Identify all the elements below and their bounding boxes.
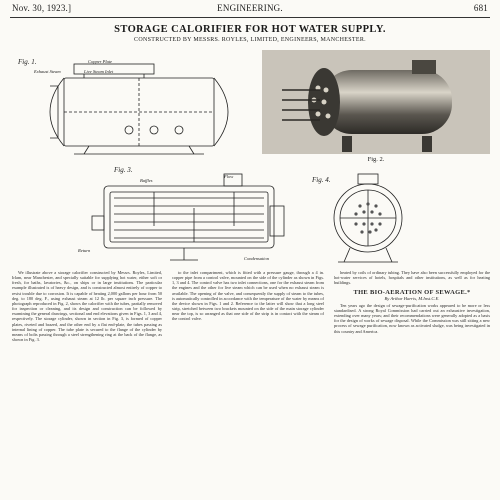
column-1	[12, 270, 162, 496]
section-2-byline: By Arthur Harris, M.Inst.C.E.	[384, 295, 440, 301]
column-3-text: heated by coils of ordinary tubing. They have also been successfully employed for the hot-water services of hotels, hospitals and other institutions, as well as for heating buildings.	[334, 270, 490, 286]
column-2	[172, 270, 324, 496]
figure-1	[14, 46, 254, 158]
figure-3-drawing	[74, 166, 294, 266]
journal-name: ENGINEERING.	[217, 3, 283, 13]
column-1-text: We illustrate above a storage calorifier constructed by Messrs. Royles, Limited, Irlam, near Manchester, and specially suitable for supplying hot water, either soft or fresh, for baths, lavatories, &c., on ships or in large institutions. The particular example illustrated is of heavy design, and is constructed almost entirely of copper to resist trouble due to corrosion. It is capable of heating 2,000 gallons per hour from 50 deg. to 180 deg. F., using exhaust steam at 12 lb. per square inch pressure. The photograph reproduced in Fig. 2, shows the calorifier with the tubes, partially removed for inspection or cleaning, and its design and construction can be followed by examining the general drawings, sectional and end elevations given in Figs. 1, 3 and 4, respectively. The storage cylinder, shown in section in Fig. 3, is formed of copper plates, riveted and brazed, and the other end by a flat end-plate, the tubes passing as internal lining of copper. The tube plate is secured to the flange of the cylinder by means of bolts passing through a steel strengthening ring at the back of the flange, as shown in Fig. 3.	[12, 270, 162, 343]
annotation-copper-plate: Copper Plate	[88, 59, 113, 64]
annotation-condensation: Condensation	[244, 256, 270, 261]
figure-2-caption: Fig. 2.	[367, 156, 385, 163]
figure-3-label: Fig. 3.	[114, 166, 133, 174]
column-3	[334, 270, 490, 496]
figure-3	[74, 166, 294, 266]
figure-4	[310, 170, 410, 266]
section-2-body: Ten years ago the design of sewage-purification works appeared to be more or less standardised. A strong Royal Commission had carried out an exhaustive investigation, extending over many years; and their recommendations were generally adopted as a basis for the design of works of sewage disposal. While the Commission was still sitting a new process of sewage purification, now known as activated sludge, was being investigated in this country and America.	[334, 302, 490, 334]
page-number: 681	[473, 3, 488, 13]
figure-1-drawing	[14, 46, 254, 158]
article-title: STORAGE CALORIFIER FOR HOT WATER SUPPLY.	[114, 24, 386, 35]
calorifier-photo-drawing	[262, 50, 490, 154]
column-2-text: to the inlet compartment, which is fitted with a pressure gauge, through a 4 in. copper pipe from a control valve, mounted on the side of the cylinder as shown in Figs. 1, 3 and 4. The control valve has two inlet connections, one for the exhaust steam from the engines and the other for live steam which can be used when no exhaust steam is available. The opening of the valve, and consequently the supply of steam to the tubes, is automatically controlled in accordance with the temperature of the water by means of the device shown in Figs. 1 and 2. Reference to the latter will show that a long steel strip, stretched between two brackets mounted on the side of the main storage cylinder near the top, is so arranged as that one side of the strip is in contact with the steam of the control valve.	[172, 270, 324, 322]
figure-4-label: Fig. 4.	[312, 176, 331, 184]
annotation-flow: Flow	[224, 174, 234, 179]
figure-2-photo	[262, 50, 490, 154]
header-rule	[10, 17, 490, 18]
page-header	[0, 3, 500, 17]
article-subtitle: CONSTRUCTED BY MESSRS. ROYLES, LIMITED, ENGINEERS, MANCHESTER.	[134, 37, 366, 43]
annotation-return: Return	[78, 248, 91, 253]
annotation-baffles: Baffles	[140, 178, 153, 183]
issue-date: Nov. 30, 1923.]	[12, 3, 72, 13]
section-2-title: THE BIO-AERATION OF SEWAGE.*	[353, 289, 471, 297]
figure-4-drawing	[310, 170, 410, 266]
annotation-exhaust-steam: Exhaust Steam	[34, 69, 61, 74]
annotation-live-steam-inlet: Live Steam Inlet	[84, 69, 114, 74]
figure-1-label: Fig. 1.	[18, 58, 37, 66]
